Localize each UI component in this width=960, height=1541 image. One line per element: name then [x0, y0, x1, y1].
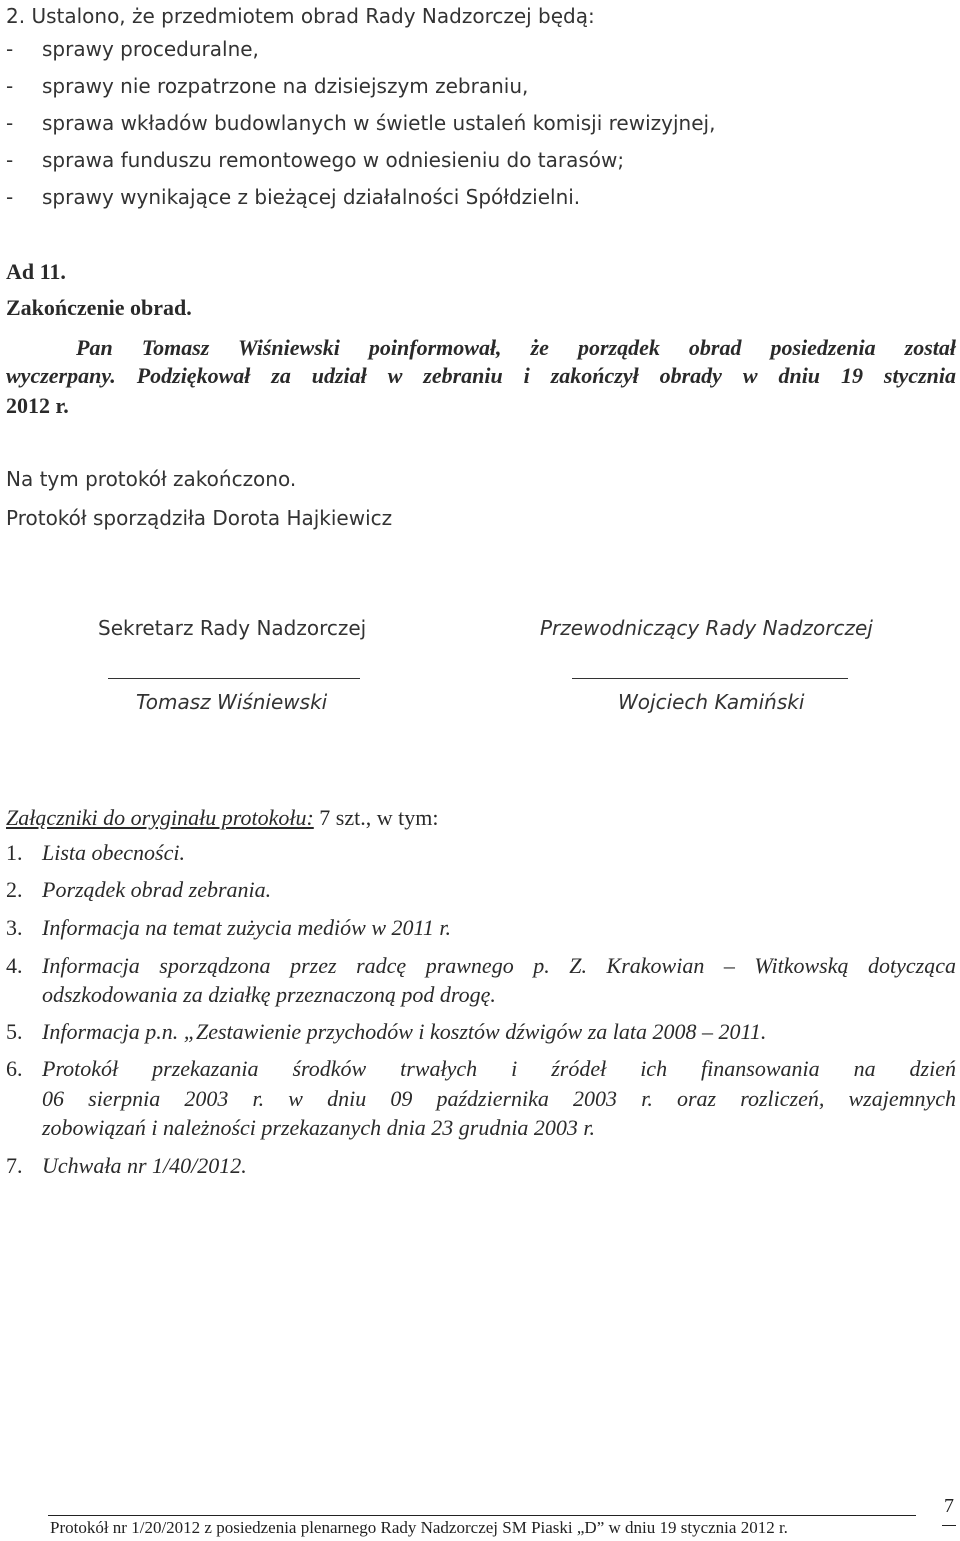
- list-item: sprawy wynikające z bieżącej działalności Spółdzielni.: [42, 185, 581, 209]
- list-item: sprawa wkładów budowlanych w świetle ustaleń komisji rewizyjnej,: [42, 111, 716, 135]
- list-number: 7.: [6, 1153, 23, 1178]
- list-item: Informacja sporządzona przez radcę prawnego p. Z. Krakowian – Witkowską dotycząca: [42, 953, 956, 978]
- footer-rule: [48, 1515, 916, 1516]
- list-item: Informacja na temat zużycia mediów w 2011 r.: [42, 915, 452, 940]
- list-item: sprawa funduszu remontowego w odniesieniu do tarasów;: [42, 148, 625, 172]
- closing-paragraph-line: wyczerpany. Podziękował za udział w zebraniu i zakończył obrady w dniu 19 stycznia: [6, 363, 956, 388]
- signature-line: [572, 678, 848, 679]
- list-number: 3.: [6, 915, 23, 940]
- page-footer: Protokół nr 1/20/2012 z posiedzenia plenarnego Rady Nadzorczej SM Piaski „D” w dniu 19 stycznia 2012 r.: [50, 1518, 788, 1537]
- list-bullet: -: [6, 111, 14, 135]
- list-item: Uchwała nr 1/40/2012.: [42, 1153, 247, 1178]
- list-number: 4.: [6, 953, 23, 978]
- signature-line: [108, 678, 360, 679]
- list-bullet: -: [6, 185, 14, 209]
- closing-paragraph-line: Pan Tomasz Wiśniewski poinformował, że porządek obrad posiedzenia został: [76, 335, 956, 360]
- signature-name: Wojciech Kamiński: [618, 690, 805, 714]
- protocol-author: Protokół sporządziła Dorota Hajkiewicz: [6, 506, 393, 530]
- list-number: 5.: [6, 1019, 23, 1044]
- list-item-continuation: odszkodowania za działkę przeznaczoną pod drogę.: [42, 982, 496, 1007]
- signature-title: Przewodniczący Rady Nadzorczej: [540, 616, 873, 640]
- list-number: 2.: [6, 877, 23, 902]
- signature-name: Tomasz Wiśniewski: [136, 690, 328, 714]
- list-item: Informacja p.n. „Zestawienie przychodów i kosztów dźwigów za lata 2008 – 2011.: [42, 1019, 767, 1044]
- list-item-continuation: 06 sierpnia 2003 r. w dniu 09 października 2003 r. oraz rozliczeń, wzajemnych: [42, 1086, 956, 1111]
- signature-title: Sekretarz Rady Nadzorczej: [98, 616, 367, 640]
- list-bullet: -: [6, 37, 14, 61]
- list-bullet: -: [6, 148, 14, 172]
- section-subheading: Zakończenie obrad.: [6, 295, 192, 320]
- closing-paragraph-line: 2012 r.: [6, 393, 69, 418]
- page-number-rule: [942, 1525, 956, 1526]
- list-item-continuation: zobowiązań i należności przekazanych dnia 23 grudnia 2003 r.: [42, 1115, 596, 1140]
- list-bullet: -: [6, 74, 14, 98]
- list-item: Lista obecności.: [42, 840, 185, 865]
- list-item: sprawy proceduralne,: [42, 37, 259, 61]
- list-number: 6.: [6, 1056, 23, 1081]
- list-number: 1.: [6, 840, 23, 865]
- protocol-closed-note: Na tym protokół zakończono.: [6, 467, 297, 491]
- page-number: 7: [944, 1495, 954, 1517]
- attachments-header: [6, 804, 438, 832]
- list-item: sprawy nie rozpatrzone na dzisiejszym zebraniu,: [42, 74, 529, 98]
- list-item: Porządek obrad zebrania.: [42, 877, 272, 902]
- agenda-intro: 2. Ustalono, że przedmiotem obrad Rady Nadzorczej będą:: [6, 4, 595, 28]
- section-heading: Ad 11.: [6, 259, 66, 284]
- list-item: Protokół przekazania środków trwałych i źródeł ich finansowania na dzień: [42, 1056, 956, 1081]
- attachments-label: Załączniki do oryginału protokołu:: [6, 805, 314, 830]
- attachments-count: 7 szt., w tym:: [313, 805, 439, 830]
